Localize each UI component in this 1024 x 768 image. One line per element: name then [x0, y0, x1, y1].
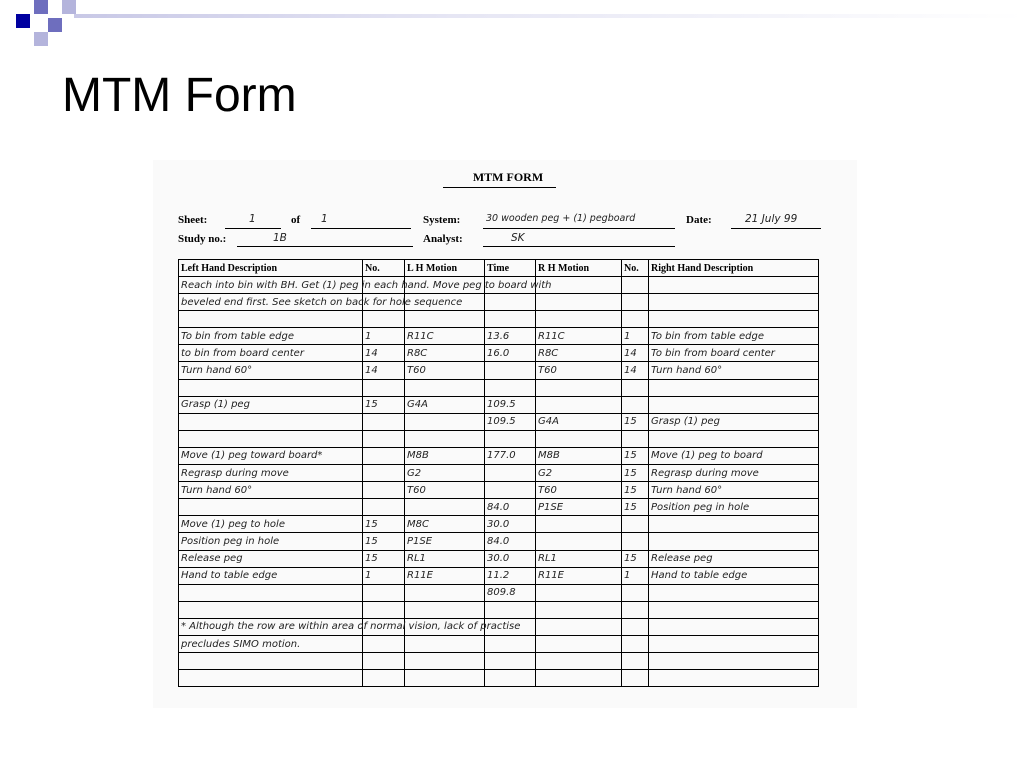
cell-rh-motion	[536, 670, 622, 687]
cell-time	[485, 635, 536, 652]
logo-square-mid	[34, 0, 48, 14]
cell-lh-motion: M8C	[405, 516, 485, 533]
cell-time	[485, 311, 536, 328]
cell-time: 109.5	[485, 413, 536, 430]
cell-rh-no: 15	[622, 447, 649, 464]
cell-rh-description: Turn hand 60°	[649, 362, 819, 379]
header-rh-motion: R H Motion	[536, 260, 622, 277]
cell-rh-motion: P1SE	[536, 499, 622, 516]
table-row	[179, 277, 819, 294]
cell-lh-description	[179, 430, 363, 447]
cell-rh-no	[622, 311, 649, 328]
cell-lh-no	[363, 482, 405, 499]
table-row	[179, 499, 819, 516]
cell-time: 11.2	[485, 567, 536, 584]
cell-rh-motion: RL1	[536, 550, 622, 567]
table-row	[179, 653, 819, 670]
cell-lh-no	[363, 635, 405, 652]
logo-square-mid	[48, 18, 62, 32]
cell-time: 13.6	[485, 328, 536, 345]
cell-lh-description: Position peg in hole	[179, 533, 363, 550]
cell-time	[485, 482, 536, 499]
table-row	[179, 379, 819, 396]
cell-rh-description: Position peg in hole	[649, 499, 819, 516]
cell-lh-no	[363, 430, 405, 447]
table-row	[179, 465, 819, 482]
cell-lh-motion: R8C	[405, 345, 485, 362]
table-row	[179, 447, 819, 464]
system-value: 30 wooden peg + (1) pegboard	[486, 213, 636, 224]
cell-lh-description: Hand to table edge	[179, 567, 363, 584]
cell-rh-description	[649, 635, 819, 652]
cell-rh-no	[622, 618, 649, 635]
cell-rh-description	[649, 294, 819, 311]
cell-lh-motion	[405, 584, 485, 601]
cell-rh-motion	[536, 584, 622, 601]
cell-rh-description	[649, 277, 819, 294]
cell-rh-motion: R11E	[536, 567, 622, 584]
cell-lh-no	[363, 653, 405, 670]
cell-lh-no	[363, 447, 405, 464]
cell-lh-motion	[405, 670, 485, 687]
cell-rh-no: 15	[622, 465, 649, 482]
cell-time: 16.0	[485, 345, 536, 362]
cell-rh-description: To bin from table edge	[649, 328, 819, 345]
cell-rh-description: Hand to table edge	[649, 567, 819, 584]
table-row	[179, 413, 819, 430]
cell-rh-motion	[536, 379, 622, 396]
cell-time	[485, 653, 536, 670]
cell-rh-no	[622, 601, 649, 618]
cell-time: 84.0	[485, 533, 536, 550]
cell-rh-no	[622, 635, 649, 652]
header-left-hand-description: Left Hand Description	[179, 260, 363, 277]
cell-lh-motion: P1SE	[405, 533, 485, 550]
cell-lh-description: Turn hand 60°	[179, 362, 363, 379]
cell-time	[485, 362, 536, 379]
cell-lh-no: 14	[363, 345, 405, 362]
system-line	[483, 228, 675, 229]
logo-square-dark	[16, 14, 30, 28]
table-row	[179, 482, 819, 499]
cell-lh-no	[363, 584, 405, 601]
cell-rh-description: Turn hand 60°	[649, 482, 819, 499]
cell-rh-no	[622, 396, 649, 413]
cell-lh-motion	[405, 379, 485, 396]
cell-rh-description	[649, 601, 819, 618]
cell-lh-no	[363, 413, 405, 430]
cell-lh-description: Reach into bin with BH. Get (1) peg in each hand. Move peg to board with	[179, 277, 363, 294]
header-line	[74, 14, 1024, 18]
cell-lh-motion	[405, 499, 485, 516]
sheet-line	[225, 228, 281, 229]
cell-rh-motion: M8B	[536, 447, 622, 464]
cell-time: 84.0	[485, 499, 536, 516]
cell-rh-motion	[536, 601, 622, 618]
cell-lh-no	[363, 311, 405, 328]
table-row	[179, 328, 819, 345]
cell-lh-no: 1	[363, 567, 405, 584]
cell-lh-motion: R11E	[405, 567, 485, 584]
cell-rh-description: Grasp (1) peg	[649, 413, 819, 430]
cell-lh-no: 15	[363, 533, 405, 550]
cell-lh-motion: G4A	[405, 396, 485, 413]
cell-rh-description: Regrasp during move	[649, 465, 819, 482]
cell-rh-motion: T60	[536, 362, 622, 379]
cell-lh-description	[179, 584, 363, 601]
header-lh-motion: L H Motion	[405, 260, 485, 277]
slide-title: MTM Form	[62, 69, 297, 122]
cell-lh-motion: RL1	[405, 550, 485, 567]
cell-rh-description	[649, 618, 819, 635]
cell-time: 109.5	[485, 396, 536, 413]
cell-rh-description	[649, 516, 819, 533]
cell-rh-motion: T60	[536, 482, 622, 499]
cell-lh-motion	[405, 311, 485, 328]
system-label: System:	[423, 214, 461, 226]
cell-time: 177.0	[485, 447, 536, 464]
cell-time	[485, 430, 536, 447]
cell-lh-no: 1	[363, 328, 405, 345]
cell-rh-description	[649, 311, 819, 328]
cell-lh-motion	[405, 635, 485, 652]
cell-rh-description: Release peg	[649, 550, 819, 567]
date-label: Date:	[686, 214, 712, 226]
cell-lh-motion: T60	[405, 482, 485, 499]
cell-lh-motion	[405, 430, 485, 447]
cell-rh-description	[649, 584, 819, 601]
cell-time: 30.0	[485, 516, 536, 533]
study-no-value: 1B	[273, 232, 287, 244]
cell-lh-description	[179, 601, 363, 618]
cell-rh-no	[622, 430, 649, 447]
cell-rh-motion	[536, 635, 622, 652]
cell-lh-description: Grasp (1) peg	[179, 396, 363, 413]
cell-rh-no	[622, 533, 649, 550]
cell-lh-no: 15	[363, 396, 405, 413]
cell-lh-motion: G2	[405, 465, 485, 482]
cell-lh-description: to bin from board center	[179, 345, 363, 362]
cell-rh-no: 15	[622, 550, 649, 567]
sheet-value: 1	[249, 213, 256, 225]
cell-time	[485, 379, 536, 396]
cell-lh-description: Regrasp during move	[179, 465, 363, 482]
header-right-hand-description: Right Hand Description	[649, 260, 819, 277]
cell-lh-description	[179, 670, 363, 687]
cell-time	[485, 670, 536, 687]
analyst-label: Analyst:	[423, 233, 463, 245]
cell-lh-description	[179, 653, 363, 670]
date-line	[731, 228, 821, 229]
cell-rh-description: To bin from board center	[649, 345, 819, 362]
cell-rh-motion: G4A	[536, 413, 622, 430]
cell-rh-no	[622, 294, 649, 311]
cell-lh-motion: T60	[405, 362, 485, 379]
header-time: Time	[485, 260, 536, 277]
table-row	[179, 601, 819, 618]
cell-lh-motion	[405, 413, 485, 430]
analyst-line	[483, 246, 675, 247]
cell-lh-description: Turn hand 60°	[179, 482, 363, 499]
cell-lh-description: precludes SIMO motion.	[179, 635, 363, 652]
cell-rh-motion	[536, 311, 622, 328]
sheet-label: Sheet:	[178, 214, 208, 226]
date-value: 21 July 99	[745, 213, 798, 225]
table-row	[179, 635, 819, 652]
cell-rh-no: 1	[622, 328, 649, 345]
cell-time	[485, 294, 536, 311]
cell-rh-no	[622, 670, 649, 687]
cell-rh-no: 14	[622, 345, 649, 362]
mtm-table-body	[179, 277, 819, 687]
table-header-row	[179, 260, 819, 277]
header-lh-no: No.	[363, 260, 405, 277]
form-title-underline	[443, 187, 556, 188]
header-rh-no: No.	[622, 260, 649, 277]
logo-square-light	[62, 0, 76, 14]
cell-rh-no: 15	[622, 482, 649, 499]
mtm-table	[178, 259, 819, 687]
table-row	[179, 311, 819, 328]
table-row	[179, 430, 819, 447]
cell-lh-description: beveled end first. See sketch on back for hole sequence	[179, 294, 363, 311]
cell-lh-motion: M8B	[405, 447, 485, 464]
cell-lh-motion	[405, 601, 485, 618]
table-row	[179, 516, 819, 533]
cell-lh-description	[179, 311, 363, 328]
table-row	[179, 584, 819, 601]
cell-lh-motion	[405, 653, 485, 670]
cell-rh-description	[649, 430, 819, 447]
cell-lh-no	[363, 499, 405, 516]
table-row	[179, 294, 819, 311]
cell-lh-description: Move (1) peg toward board*	[179, 447, 363, 464]
cell-lh-no	[363, 465, 405, 482]
cell-lh-description: * Although the row are within area of normal vision, lack of practise	[179, 618, 363, 635]
cell-lh-description: Release peg	[179, 550, 363, 567]
table-row	[179, 670, 819, 687]
cell-rh-no	[622, 584, 649, 601]
cell-rh-motion	[536, 516, 622, 533]
of-value: 1	[321, 213, 328, 225]
cell-lh-motion: R11C	[405, 328, 485, 345]
cell-rh-no	[622, 379, 649, 396]
study-no-line	[237, 246, 413, 247]
cell-rh-motion	[536, 618, 622, 635]
cell-lh-no	[363, 601, 405, 618]
cell-lh-no: 14	[363, 362, 405, 379]
of-line	[311, 228, 411, 229]
cell-time	[485, 465, 536, 482]
logo-square-light	[34, 32, 48, 46]
cell-lh-no	[363, 379, 405, 396]
cell-lh-description: To bin from table edge	[179, 328, 363, 345]
cell-rh-motion: G2	[536, 465, 622, 482]
cell-lh-description	[179, 499, 363, 516]
table-row	[179, 550, 819, 567]
cell-lh-description	[179, 413, 363, 430]
mtm-form-scan	[153, 160, 857, 708]
cell-lh-no: 15	[363, 550, 405, 567]
cell-rh-description	[649, 670, 819, 687]
logo	[0, 0, 82, 50]
cell-lh-description: Move (1) peg to hole	[179, 516, 363, 533]
cell-time: 30.0	[485, 550, 536, 567]
analyst-value: SK	[511, 232, 525, 244]
cell-lh-no: 15	[363, 516, 405, 533]
cell-time: 809.8	[485, 584, 536, 601]
table-row	[179, 618, 819, 635]
cell-rh-motion: R8C	[536, 345, 622, 362]
form-title: MTM FORM	[472, 170, 544, 184]
cell-rh-motion	[536, 294, 622, 311]
table-row	[179, 533, 819, 550]
table-row	[179, 567, 819, 584]
cell-lh-description	[179, 379, 363, 396]
cell-rh-description	[649, 653, 819, 670]
cell-rh-description	[649, 379, 819, 396]
table-row	[179, 345, 819, 362]
cell-rh-motion: R11C	[536, 328, 622, 345]
table-row	[179, 396, 819, 413]
cell-rh-no: 1	[622, 567, 649, 584]
study-no-label: Study no.:	[178, 233, 227, 245]
cell-time	[485, 601, 536, 618]
table-row	[179, 362, 819, 379]
cell-lh-no	[363, 670, 405, 687]
cell-rh-motion	[536, 533, 622, 550]
cell-rh-motion	[536, 653, 622, 670]
of-label: of	[291, 214, 301, 226]
cell-rh-no: 14	[622, 362, 649, 379]
cell-rh-no: 15	[622, 499, 649, 516]
cell-rh-description	[649, 396, 819, 413]
cell-rh-no	[622, 516, 649, 533]
cell-rh-no: 15	[622, 413, 649, 430]
cell-rh-no	[622, 277, 649, 294]
cell-rh-motion	[536, 396, 622, 413]
cell-rh-description	[649, 533, 819, 550]
cell-rh-motion	[536, 430, 622, 447]
cell-rh-description: Move (1) peg to board	[649, 447, 819, 464]
cell-rh-no	[622, 653, 649, 670]
